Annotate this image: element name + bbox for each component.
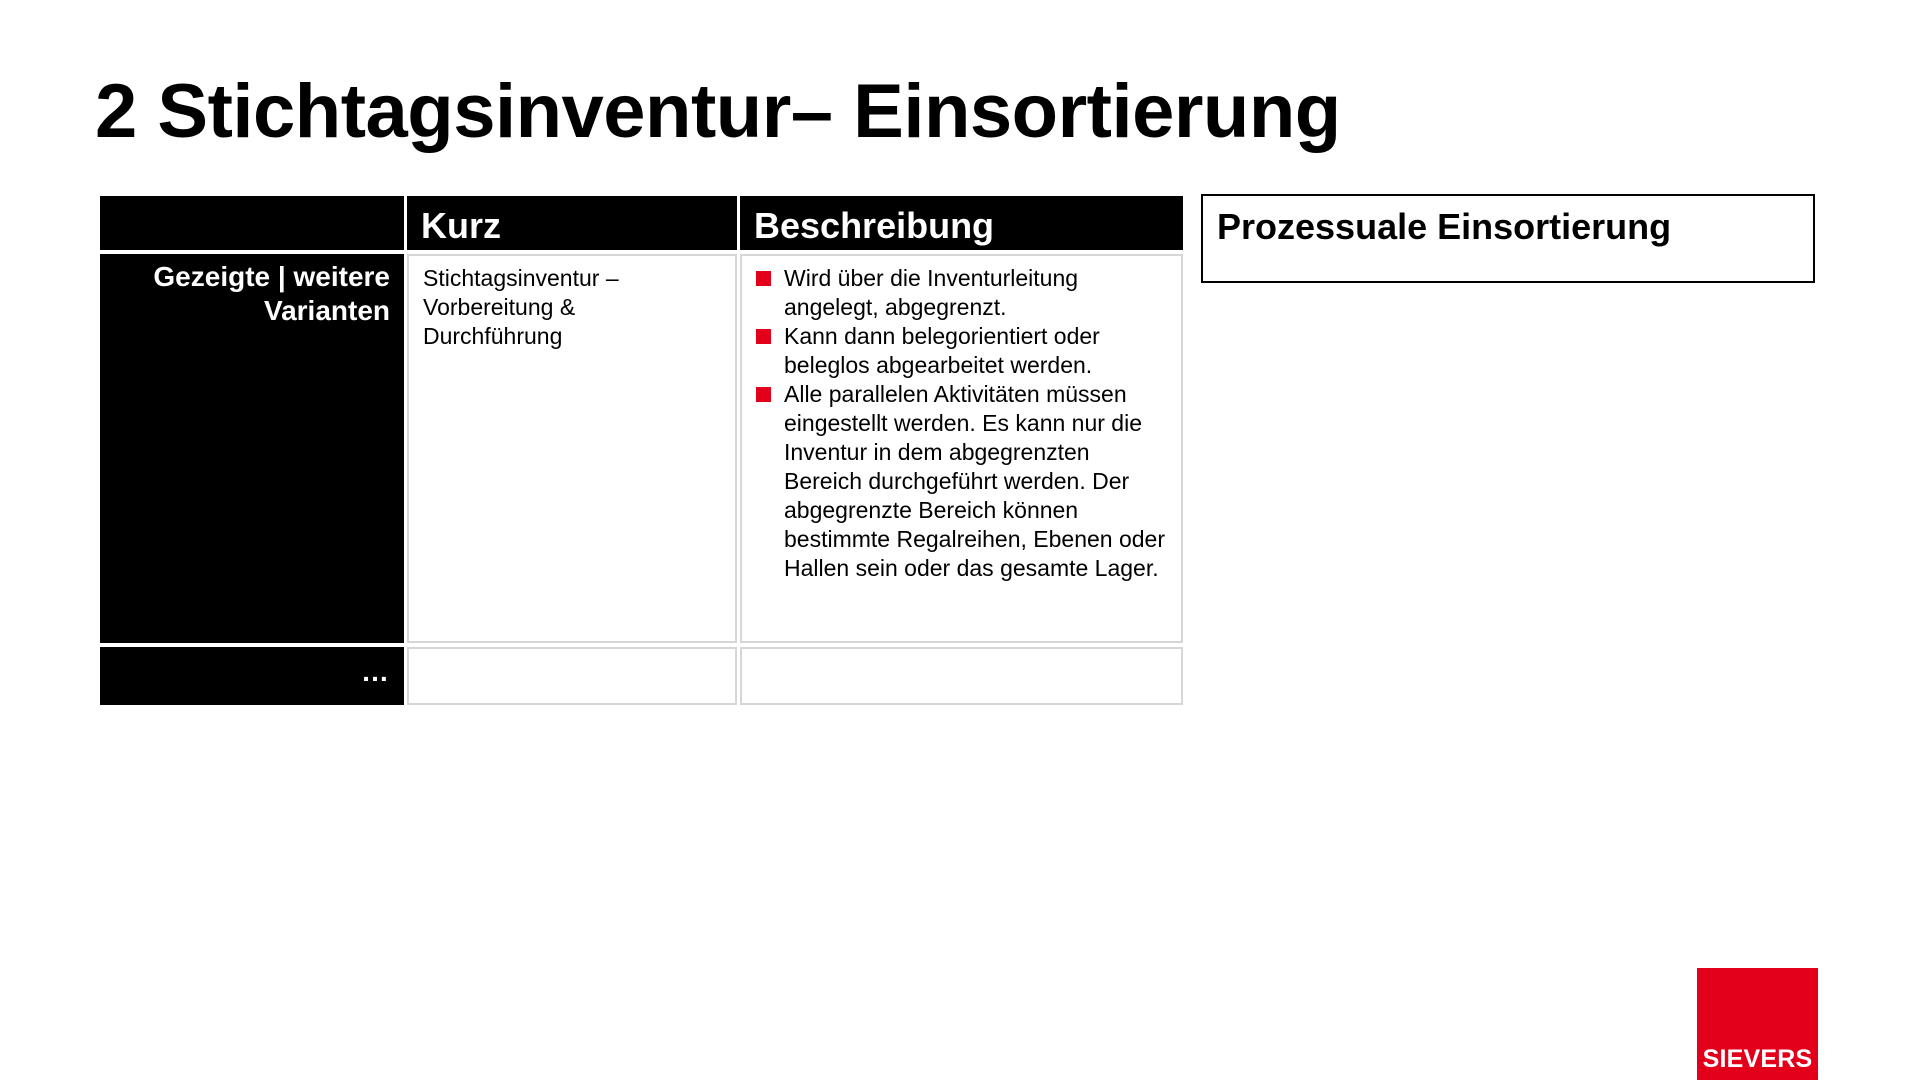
- red-square-bullet-icon: [756, 387, 771, 402]
- row-label-varianten: Gezeigte | weitere Varianten: [100, 254, 404, 643]
- red-square-bullet-icon: [756, 329, 771, 344]
- row-label-ellipsis: …: [100, 647, 404, 705]
- header-cell-kurz: Kurz: [407, 196, 737, 250]
- kurz-cell: [407, 254, 737, 643]
- sievers-logo: [1697, 968, 1818, 1080]
- beschreibung-list: [756, 264, 1167, 583]
- bullet-text: Wird über die Inventurleitung angelegt, abgegrenzt.: [784, 265, 1079, 320]
- bullet-text: Kann dann belegorientiert oder beleglos abgearbeitet werden.: [784, 323, 1100, 378]
- logo-text: SIEVERS: [1702, 1045, 1813, 1073]
- prozessuale-einsortierung-box: [1201, 194, 1815, 283]
- variants-table: [100, 196, 1180, 706]
- bullet-text: Alle parallelen Aktivitäten müssen eingestellt werden. Es kann nur die Inventur in dem abgegrenzten Bereich durchgeführt werden. Der abgegrenzte Bereich können bestimmte Regalreihen, Ebenen oder Hallen sein oder das gesamte Lager.: [784, 381, 1166, 581]
- header-cell-empty: [100, 196, 404, 250]
- list-item: [756, 380, 1167, 583]
- kurz-text: Stichtagsinventur – Vorbereitung & Durchführung: [423, 265, 619, 349]
- red-square-bullet-icon: [756, 271, 771, 286]
- list-item: [756, 322, 1167, 380]
- slide-title: 2 Stichtagsinventur– Einsortierung: [95, 69, 1341, 154]
- beschreibung-cell-empty: [740, 647, 1183, 705]
- side-box-title: Prozessuale Einsortierung: [1217, 206, 1672, 247]
- beschreibung-cell: [740, 254, 1183, 643]
- header-cell-beschreibung: Beschreibung: [740, 196, 1183, 250]
- kurz-cell-empty: [407, 647, 737, 705]
- list-item: [756, 264, 1167, 322]
